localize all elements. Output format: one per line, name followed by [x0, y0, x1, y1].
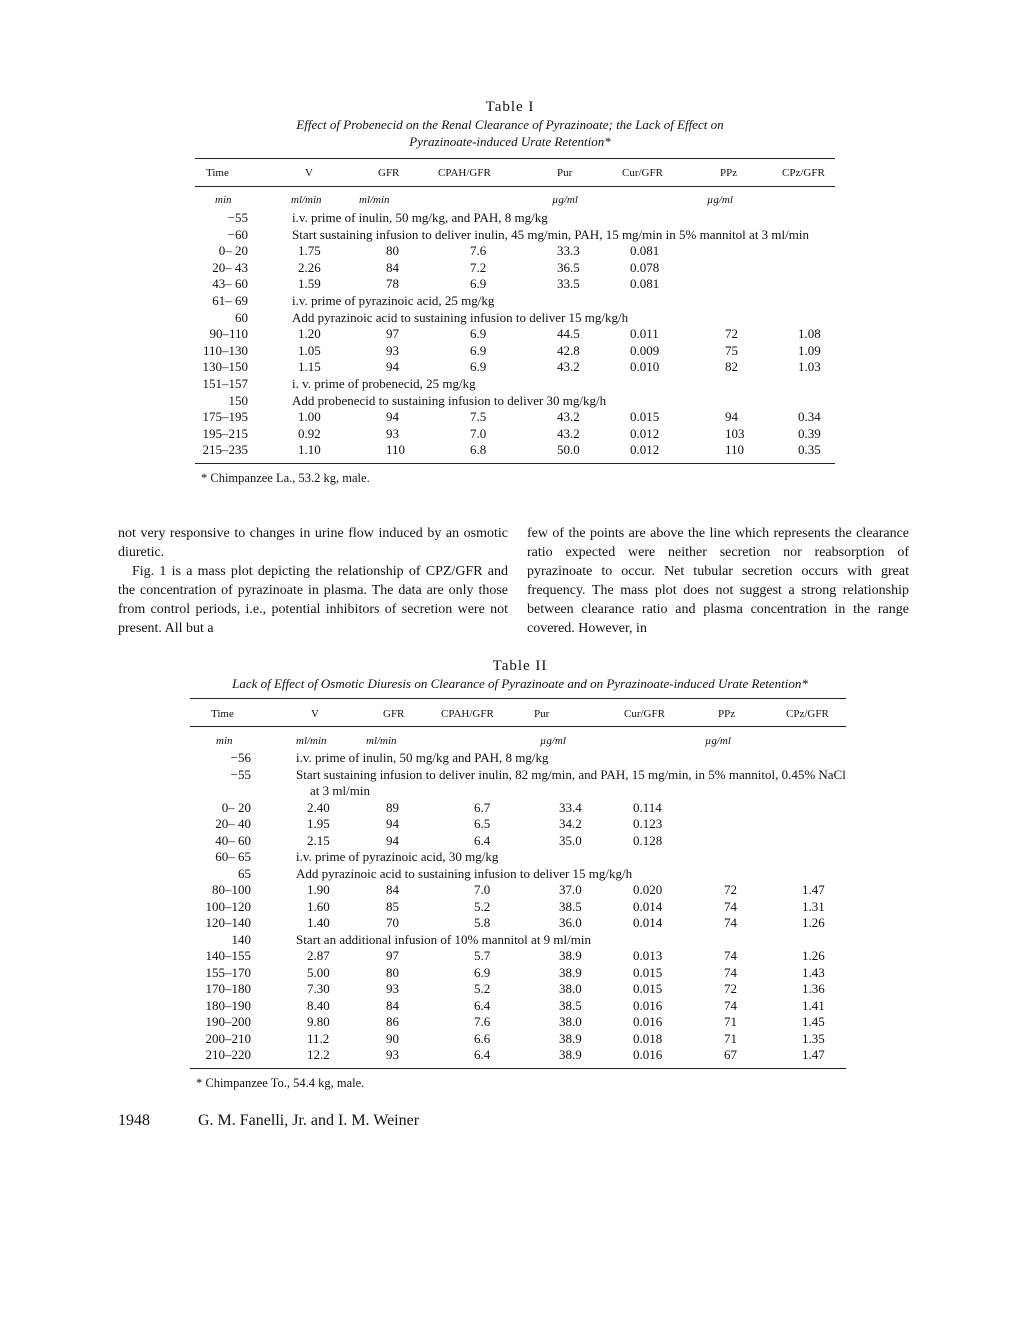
data-cell: 84 [386, 882, 399, 897]
data-cell: 38.0 [559, 981, 582, 996]
data-cell: 84 [386, 259, 399, 275]
table-footnote: * Chimpanzee To., 54.4 kg, male. [196, 1075, 365, 1090]
time-cell: 0– 20 [218, 243, 248, 259]
data-cell: 1.10 [298, 442, 321, 458]
data-cell: 0.011 [630, 326, 659, 342]
data-cell: 94 [725, 409, 738, 425]
time-cell: 215–235 [202, 442, 248, 458]
table-header-rule [195, 186, 835, 187]
table1-label: Table I [485, 99, 535, 115]
data-cell: 0.92 [298, 425, 321, 441]
data-cell: 7.2 [470, 259, 487, 275]
data-cell: 0.078 [630, 259, 660, 275]
column-header: GFR [378, 167, 400, 179]
data-cell: 6.7 [474, 799, 491, 815]
unit-label: min [216, 735, 233, 747]
column-header: CPz/GFR [782, 167, 825, 179]
data-cell: 5.7 [474, 948, 491, 963]
time-cell: 190–200 [205, 1014, 251, 1029]
time-cell: −55 [227, 210, 248, 225]
data-cell: 1.47 [802, 1047, 825, 1062]
data-cell: 44.5 [557, 326, 580, 342]
table-footnote: * Chimpanzee La., 53.2 kg, male. [201, 471, 370, 485]
column-header: Pur [557, 167, 573, 179]
data-cell: 72 [724, 882, 737, 897]
data-cell: 0.015 [633, 964, 663, 980]
column-header: V [311, 708, 319, 720]
table1-title-line2: Pyrazinoate-induced Urate Retention* [409, 134, 611, 149]
protocol-note: Add probenecid to sustaining infusion to deliver 30 mg/kg/h [292, 392, 607, 408]
time-cell: 60 [235, 309, 248, 325]
data-cell: 67 [724, 1047, 737, 1062]
unit-label: min [215, 194, 232, 206]
table-bottom-rule [195, 463, 835, 464]
data-cell: 0.123 [633, 816, 663, 831]
time-cell: 195–215 [202, 425, 248, 441]
time-cell: 40– 60 [215, 832, 251, 848]
data-cell: 78 [386, 276, 399, 292]
data-cell: 1.35 [802, 1030, 825, 1046]
data-cell: 11.2 [307, 1030, 330, 1046]
data-cell: 110 [725, 442, 745, 458]
data-cell: 103 [725, 425, 745, 441]
data-cell: 38.9 [559, 1047, 582, 1062]
body-left-paragraph-1: not very responsive to changes in urine flow induced by an osmotic diuretic. [118, 526, 508, 560]
data-cell: 34.2 [559, 816, 582, 831]
data-cell: 38.5 [559, 997, 582, 1013]
data-cell: 50.0 [557, 442, 580, 458]
data-cell: 75 [725, 342, 738, 358]
data-cell: 2.15 [307, 832, 330, 848]
time-cell: 180–190 [205, 997, 251, 1013]
data-cell: 6.5 [474, 816, 491, 831]
data-cell: 0.081 [630, 276, 660, 292]
time-cell: 155–170 [205, 964, 251, 980]
protocol-note: Add pyrazinoic acid to sustaining infusion to deliver 15 mg/kg/h [292, 309, 629, 325]
data-cell: 37.0 [559, 882, 582, 897]
time-cell: 130–150 [202, 359, 248, 375]
protocol-note: Start an additional infusion of 10% mannitol at 9 ml/min [296, 931, 591, 947]
time-cell: 140 [231, 931, 251, 947]
body-right-column [527, 524, 909, 638]
data-cell: 6.9 [474, 964, 491, 980]
data-cell: 1.00 [298, 409, 321, 425]
data-cell: 0.018 [633, 1030, 663, 1046]
time-cell: 90–110 [209, 326, 248, 342]
data-cell: 6.9 [470, 326, 487, 342]
data-cell: 80 [386, 964, 399, 980]
data-cell: 1.75 [298, 243, 321, 259]
data-cell: 5.00 [307, 964, 330, 980]
data-cell: 0.081 [630, 243, 660, 259]
data-cell: 5.2 [474, 898, 491, 914]
table1-title-line1: Effect of Probenecid on the Renal Clearance of Pyrazinoate; the Lack of Effect on [296, 117, 724, 132]
data-cell: 33.3 [557, 243, 580, 259]
data-cell: 93 [386, 1047, 399, 1062]
data-cell: 36.5 [557, 259, 580, 275]
data-cell: 86 [386, 1014, 399, 1029]
column-header: PPz [720, 167, 738, 179]
unit-label: ml/min [359, 194, 390, 206]
data-cell: 7.5 [470, 409, 487, 425]
data-cell: 0.016 [633, 997, 663, 1013]
page-number: 1948 [118, 1112, 150, 1129]
data-cell: 90 [386, 1030, 399, 1046]
table-bottom-rule [190, 1068, 846, 1069]
column-header: CPAH/GFR [441, 708, 494, 720]
data-cell: 7.30 [307, 981, 330, 996]
data-cell: 74 [724, 915, 737, 930]
time-cell: 110–130 [202, 342, 248, 358]
data-cell: 1.09 [798, 342, 821, 358]
time-cell: 151–157 [202, 376, 248, 391]
data-cell: 1.26 [802, 915, 825, 930]
data-cell: 0.012 [630, 442, 660, 458]
data-cell: 0.009 [630, 342, 660, 358]
protocol-note: Start sustaining infusion to deliver inulin, 45 mg/min, PAH, 15 mg/min in 5% mannitol at 3 ml/min [292, 226, 809, 242]
unit-label: µg/ml [707, 194, 733, 206]
unit-label: µg/ml [540, 735, 566, 747]
column-header: Time [211, 708, 234, 720]
data-cell: 74 [724, 948, 737, 963]
data-cell: 97 [386, 326, 399, 342]
unit-label: ml/min [366, 735, 397, 747]
data-cell: 38.0 [559, 1014, 582, 1029]
data-cell: 0.010 [630, 359, 660, 375]
data-cell: 1.36 [802, 981, 825, 996]
data-cell: 74 [724, 964, 737, 980]
data-cell: 0.015 [633, 981, 663, 996]
data-cell: 33.5 [557, 276, 580, 292]
time-cell: 43– 60 [212, 276, 248, 292]
unit-label: µg/ml [552, 194, 578, 206]
protocol-note: i.v. prime of pyrazinoic acid, 25 mg/kg [292, 293, 495, 308]
time-cell: 20– 40 [215, 816, 251, 831]
data-cell: 1.03 [798, 359, 821, 375]
table2-label: Table II [492, 658, 548, 674]
data-cell: 0.014 [633, 898, 663, 914]
data-cell: 0.013 [633, 948, 663, 963]
data-cell: 5.8 [474, 915, 491, 930]
data-cell: 0.015 [630, 409, 660, 425]
data-cell: 72 [725, 326, 738, 342]
data-cell: 84 [386, 997, 399, 1013]
data-cell: 1.41 [802, 997, 825, 1013]
time-cell: 80–100 [212, 882, 251, 897]
time-cell: 210–220 [205, 1047, 251, 1062]
data-cell: 1.26 [802, 948, 825, 963]
unit-label: ml/min [291, 194, 322, 206]
data-cell: 6.9 [470, 342, 487, 358]
data-cell: 71 [724, 1014, 737, 1029]
time-cell: 0– 20 [221, 799, 251, 815]
data-cell: 94 [386, 832, 399, 848]
body-right-paragraph: few of the points are above the line which represents the clearance ratio expected were neither secretion nor reabsorption of pyrazinoate to occur. Net tubular secretion occurs with great frequency. The mass plot does not suggest a strong relationship between clearance ratio and plasma concentration in the range covered. However, in [527, 526, 909, 636]
time-cell: 120–140 [205, 915, 251, 930]
data-cell: 89 [386, 799, 399, 815]
column-header: Cur/GFR [624, 708, 665, 720]
data-cell: 2.26 [298, 259, 321, 275]
protocol-note: i. v. prime of probenecid, 25 mg/kg [292, 376, 476, 391]
protocol-note: Start sustaining infusion to deliver inulin, 82 mg/min, and PAH, 15 mg/min, in 5% mannitol, 0.45% NaCl at 3 ml/min [296, 766, 846, 798]
table-top-rule [190, 698, 846, 699]
data-cell: 1.08 [798, 326, 821, 342]
data-cell: 1.60 [307, 898, 330, 914]
time-cell: −55 [230, 766, 251, 782]
time-cell: 61– 69 [212, 293, 248, 308]
data-cell: 7.0 [474, 882, 491, 897]
data-cell: 0.012 [630, 425, 660, 441]
data-cell: 0.114 [633, 799, 662, 815]
table2-caption [150, 657, 890, 692]
table1-caption [180, 98, 840, 150]
data-cell: 6.8 [470, 442, 487, 458]
table2-title: Lack of Effect of Osmotic Diuresis on Clearance of Pyrazinoate and on Pyrazinoate-induced Urate Retention* [232, 676, 808, 691]
data-cell: 94 [386, 816, 399, 831]
data-cell: 38.9 [559, 964, 582, 980]
data-cell: 9.80 [307, 1014, 330, 1029]
data-cell: 7.6 [474, 1014, 491, 1029]
data-cell: 1.31 [802, 898, 825, 914]
column-header: PPz [718, 708, 736, 720]
data-cell: 1.15 [298, 359, 321, 375]
data-cell: 1.05 [298, 342, 321, 358]
time-cell: 65 [238, 865, 251, 881]
data-cell: 0.014 [633, 915, 663, 930]
data-cell: 33.4 [559, 799, 582, 815]
time-cell: 175–195 [202, 409, 248, 425]
data-cell: 74 [724, 898, 737, 914]
column-header: CPAH/GFR [438, 167, 491, 179]
page-authors: G. M. Fanelli, Jr. and I. M. Weiner [198, 1112, 420, 1129]
time-cell: 150 [228, 392, 248, 408]
unit-label: ml/min [296, 735, 327, 747]
data-cell: 1.47 [802, 882, 825, 897]
data-cell: 7.6 [470, 243, 487, 259]
data-cell: 6.4 [474, 832, 491, 848]
data-cell: 93 [386, 425, 399, 441]
data-cell: 97 [386, 948, 399, 963]
data-cell: 0.34 [798, 409, 821, 425]
data-cell: 1.95 [307, 816, 330, 831]
data-cell: 5.2 [474, 981, 491, 996]
data-cell: 6.4 [474, 1047, 491, 1062]
data-cell: 80 [386, 243, 399, 259]
data-cell: 82 [725, 359, 738, 375]
column-header: Pur [534, 708, 550, 720]
data-cell: 0.016 [633, 1047, 663, 1062]
data-cell: 1.40 [307, 915, 330, 930]
data-cell: 71 [724, 1030, 737, 1046]
data-cell: 2.87 [307, 948, 330, 963]
time-cell: 170–180 [205, 981, 251, 996]
data-cell: 38.5 [559, 898, 582, 914]
unit-label: µg/ml [705, 735, 731, 747]
table-header-rule [190, 726, 846, 727]
data-cell: 7.0 [470, 425, 487, 441]
data-cell: 1.90 [307, 882, 330, 897]
data-cell: 70 [386, 915, 399, 930]
time-cell: 20– 43 [212, 259, 248, 275]
data-cell: 12.2 [307, 1047, 330, 1062]
data-cell: 110 [386, 442, 406, 458]
data-cell: 2.40 [307, 799, 330, 815]
data-cell: 94 [386, 409, 399, 425]
time-cell: 200–210 [205, 1030, 251, 1046]
data-cell: 93 [386, 981, 399, 996]
time-cell: −60 [227, 226, 248, 242]
data-cell: 74 [724, 997, 737, 1013]
column-header: V [305, 167, 313, 179]
column-header: Time [206, 167, 229, 179]
data-cell: 43.2 [557, 409, 580, 425]
data-cell: 6.6 [474, 1030, 491, 1046]
time-cell: 60– 65 [215, 849, 251, 864]
body-left-paragraph-2: Fig. 1 is a mass plot depicting the relationship of CPZ/GFR and the concentration of pyrazinoate in plasma. The data are only those from control periods, i.e., potential inhibitors of secretion were not present. All but a [118, 564, 508, 636]
protocol-note: i.v. prime of inulin, 50 mg/kg and PAH, 8 mg/kg [296, 750, 549, 765]
data-cell: 94 [386, 359, 399, 375]
data-cell: 38.9 [559, 1030, 582, 1046]
data-cell: 35.0 [559, 832, 582, 848]
data-cell: 0.39 [798, 425, 821, 441]
data-cell: 6.9 [470, 276, 487, 292]
data-cell: 43.2 [557, 425, 580, 441]
protocol-note: Add pyrazinoic acid to sustaining infusion to deliver 15 mg/kg/h [296, 865, 633, 881]
column-header: CPz/GFR [786, 708, 829, 720]
protocol-note: i.v. prime of pyrazinoic acid, 30 mg/kg [296, 849, 499, 864]
data-cell: 1.43 [802, 964, 825, 980]
data-cell: 0.128 [633, 832, 663, 848]
data-cell: 72 [724, 981, 737, 996]
data-cell: 0.020 [633, 882, 663, 897]
data-cell: 93 [386, 342, 399, 358]
body-left-column [118, 524, 508, 638]
data-cell: 43.2 [557, 359, 580, 375]
protocol-note: i.v. prime of inulin, 50 mg/kg, and PAH, 8 mg/kg [292, 210, 548, 225]
data-cell: 6.9 [470, 359, 487, 375]
data-cell: 1.59 [298, 276, 321, 292]
time-cell: 140–155 [205, 948, 251, 963]
data-cell: 42.8 [557, 342, 580, 358]
data-cell: 0.35 [798, 442, 821, 458]
data-cell: 1.20 [298, 326, 321, 342]
data-cell: 6.4 [474, 997, 491, 1013]
column-header: GFR [383, 708, 405, 720]
data-cell: 85 [386, 898, 399, 914]
data-cell: 8.40 [307, 997, 330, 1013]
table-top-rule [195, 158, 835, 159]
time-cell: −56 [230, 750, 251, 765]
column-header: Cur/GFR [622, 167, 663, 179]
time-cell: 100–120 [205, 898, 251, 914]
data-cell: 36.0 [559, 915, 582, 930]
data-cell: 38.9 [559, 948, 582, 963]
data-cell: 1.45 [802, 1014, 825, 1029]
data-cell: 0.016 [633, 1014, 663, 1029]
